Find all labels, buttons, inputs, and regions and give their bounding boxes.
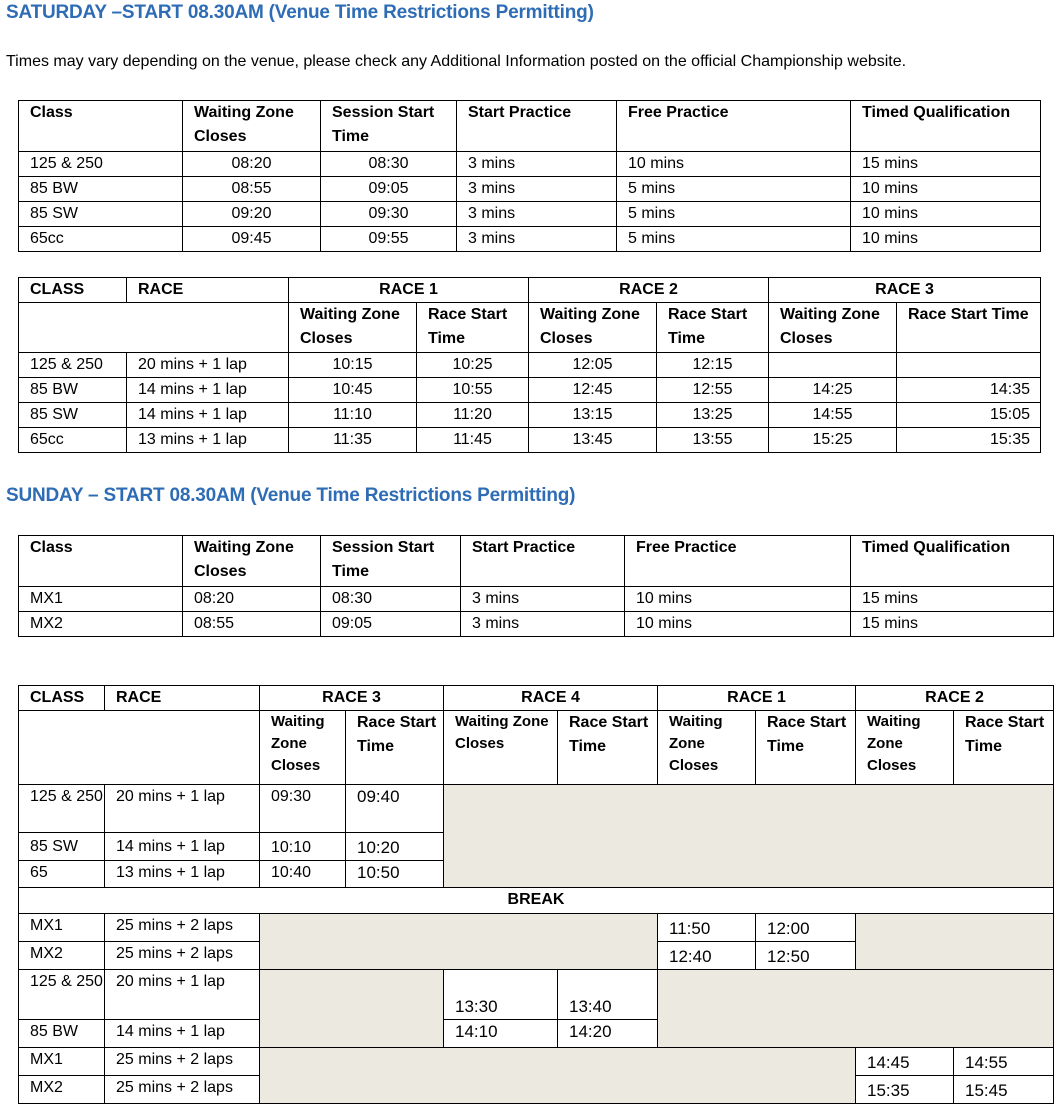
break-row: BREAK xyxy=(19,888,1054,914)
sat-practice-header-free-practice: Free Practice xyxy=(617,101,851,152)
sun-races-header-race2: RACE 2 xyxy=(856,686,1054,711)
table-row xyxy=(19,587,1054,612)
sun-race2-waiting-header: Waiting Zone Closes xyxy=(856,711,954,785)
cell: 85 SW xyxy=(19,403,127,428)
cell: 15 mins xyxy=(851,612,1054,637)
sat-race1-start-header: Race Start Time xyxy=(417,303,529,353)
cell: 14 mins + 1 lap xyxy=(127,378,289,403)
sat-practice-header-start-practice: Start Practice xyxy=(457,101,617,152)
table-row xyxy=(19,152,1041,177)
venue-times-note: Times may vary depending on the venue, please check any Additional Information posted on the official Championship website. xyxy=(6,53,907,70)
cell: 10 mins xyxy=(851,177,1041,202)
cell: 08:30 xyxy=(321,587,461,612)
sat-practice-header-session: Session Start Time xyxy=(321,101,457,152)
cell: 13 mins + 1 lap xyxy=(105,861,260,888)
shaded-cell xyxy=(658,970,1054,1048)
cell xyxy=(897,353,1041,378)
sun-practice-header-free-practice: Free Practice xyxy=(625,536,851,587)
cell: 11:10 xyxy=(289,403,417,428)
cell: 09:20 xyxy=(183,202,321,227)
cell: 11:45 xyxy=(417,428,529,453)
cell: 08:30 xyxy=(321,152,457,177)
cell: 10:15 xyxy=(289,353,417,378)
sat-race2-start-header: Race Start Time xyxy=(657,303,769,353)
sun-practice-header-timed-qualification: Timed Qualification xyxy=(851,536,1054,587)
table-row xyxy=(19,353,1041,378)
sat-practice-header-timed-qualification: Timed Qualification xyxy=(851,101,1041,152)
cell: 13:45 xyxy=(529,428,657,453)
cell: 14:25 xyxy=(769,378,897,403)
cell: 12:40 xyxy=(658,942,756,970)
table-row xyxy=(19,914,1054,942)
cell: 20 mins + 1 lap xyxy=(105,970,260,1020)
cell: 15:35 xyxy=(897,428,1041,453)
table-row xyxy=(19,612,1054,637)
sat-practice-header-waiting: Waiting Zone Closes xyxy=(183,101,321,152)
table-row xyxy=(19,428,1041,453)
saturday-races-table xyxy=(18,277,1041,453)
sun-race1-start-header: Race Start Time xyxy=(756,711,856,785)
cell: 15:35 xyxy=(856,1076,954,1104)
sat-races-header-race2: RACE 2 xyxy=(529,278,769,303)
cell: 3 mins xyxy=(457,177,617,202)
sat-races-header-race: RACE xyxy=(127,278,289,303)
shaded-cell xyxy=(856,914,1054,970)
sun-races-header-class: CLASS xyxy=(19,686,105,711)
sat-races-header-race3: RACE 3 xyxy=(769,278,1041,303)
blank-cell xyxy=(19,711,260,785)
cell: MX1 xyxy=(19,914,105,942)
cell: 08:55 xyxy=(183,612,321,637)
cell: 13 mins + 1 lap xyxy=(127,428,289,453)
cell: 12:00 xyxy=(756,914,856,942)
cell: 25 mins + 2 laps xyxy=(105,914,260,942)
sun-race1-waiting-header: Waiting Zone Closes xyxy=(658,711,756,785)
table-row xyxy=(19,888,1054,914)
cell: 25 mins + 2 laps xyxy=(105,1048,260,1076)
cell: 3 mins xyxy=(457,152,617,177)
cell: 12:15 xyxy=(657,353,769,378)
cell: MX1 xyxy=(19,587,183,612)
saturday-practice-table xyxy=(18,100,1041,252)
sunday-practice-table xyxy=(18,535,1054,637)
cell: 12:50 xyxy=(756,942,856,970)
cell: 14:55 xyxy=(954,1048,1054,1076)
cell: 15:25 xyxy=(769,428,897,453)
cell: 10:45 xyxy=(289,378,417,403)
cell: 85 BW xyxy=(19,177,183,202)
cell: 14:20 xyxy=(558,1020,658,1048)
sat-race3-start-header: Race Start Time xyxy=(897,303,1041,353)
cell: MX2 xyxy=(19,942,105,970)
cell: 15:05 xyxy=(897,403,1041,428)
sun-races-header-race3: RACE 3 xyxy=(260,686,444,711)
cell: 125 & 250 xyxy=(19,970,105,1020)
cell: MX2 xyxy=(19,612,183,637)
cell: 14:55 xyxy=(769,403,897,428)
cell: 25 mins + 2 laps xyxy=(105,942,260,970)
sun-practice-header-session: Session Start Time xyxy=(321,536,461,587)
sat-practice-header-class: Class xyxy=(19,101,183,152)
cell: MX2 xyxy=(19,1076,105,1104)
cell: 14 mins + 1 lap xyxy=(105,833,260,861)
cell: 3 mins xyxy=(457,227,617,252)
sun-races-header-race1: RACE 1 xyxy=(658,686,856,711)
sun-races-header-race: RACE xyxy=(105,686,260,711)
sat-race1-waiting-header: Waiting Zone Closes xyxy=(289,303,417,353)
cell: MX1 xyxy=(19,1048,105,1076)
cell: 10 mins xyxy=(625,612,851,637)
cell: 85 BW xyxy=(19,378,127,403)
cell: 15 mins xyxy=(851,587,1054,612)
cell: 11:35 xyxy=(289,428,417,453)
cell: 125 & 250 xyxy=(19,152,183,177)
cell: 13:55 xyxy=(657,428,769,453)
cell: 10 mins xyxy=(625,587,851,612)
cell: 08:20 xyxy=(183,587,321,612)
cell: 09:30 xyxy=(321,202,457,227)
cell: 09:40 xyxy=(346,785,444,833)
blank-cell xyxy=(19,303,289,353)
cell: 14:35 xyxy=(897,378,1041,403)
cell: 13:30 xyxy=(444,970,558,1020)
table-row xyxy=(19,970,1054,1020)
cell: 125 & 250 xyxy=(19,353,127,378)
cell: 12:45 xyxy=(529,378,657,403)
table-row xyxy=(19,403,1041,428)
cell: 10 mins xyxy=(617,152,851,177)
table-row xyxy=(19,785,1054,833)
cell: 85 BW xyxy=(19,1020,105,1048)
cell: 09:55 xyxy=(321,227,457,252)
cell: 10:25 xyxy=(417,353,529,378)
cell: 20 mins + 1 lap xyxy=(105,785,260,833)
cell: 65 xyxy=(19,861,105,888)
table-row xyxy=(19,177,1041,202)
cell: 11:20 xyxy=(417,403,529,428)
cell: 13:40 xyxy=(558,970,658,1020)
sun-races-header-race4: RACE 4 xyxy=(444,686,658,711)
sun-practice-header-waiting: Waiting Zone Closes xyxy=(183,536,321,587)
cell: 15 mins xyxy=(851,152,1041,177)
table-row xyxy=(19,1048,1054,1076)
sun-practice-header-class: Class xyxy=(19,536,183,587)
cell: 5 mins xyxy=(617,227,851,252)
cell: 09:05 xyxy=(321,177,457,202)
cell: 12:05 xyxy=(529,353,657,378)
cell: 09:05 xyxy=(321,612,461,637)
cell: 14:45 xyxy=(856,1048,954,1076)
table-row xyxy=(19,202,1041,227)
cell: 3 mins xyxy=(457,202,617,227)
cell: 25 mins + 2 laps xyxy=(105,1076,260,1104)
cell: 08:55 xyxy=(183,177,321,202)
cell: 10:10 xyxy=(260,833,346,861)
cell: 10:20 xyxy=(346,833,444,861)
cell: 65cc xyxy=(19,428,127,453)
cell: 3 mins xyxy=(461,612,625,637)
sun-race3-waiting-header: Waiting Zone Closes xyxy=(260,711,346,785)
sun-race4-start-header: Race Start Time xyxy=(558,711,658,785)
sunday-heading: SUNDAY – START 08.30AM (Venue Time Restrictions Permitting) xyxy=(6,485,576,506)
sun-race2-start-header: Race Start Time xyxy=(954,711,1054,785)
cell: 15:45 xyxy=(954,1076,1054,1104)
cell: 14 mins + 1 lap xyxy=(127,403,289,428)
sun-race3-start-header: Race Start Time xyxy=(346,711,444,785)
cell: 11:50 xyxy=(658,914,756,942)
saturday-heading: SATURDAY –START 08.30AM (Venue Time Restrictions Permitting) xyxy=(6,2,594,23)
cell: 13:15 xyxy=(529,403,657,428)
sunday-races-table xyxy=(18,685,1054,1104)
shaded-cell xyxy=(260,1048,856,1104)
sat-race2-waiting-header: Waiting Zone Closes xyxy=(529,303,657,353)
cell: 14:10 xyxy=(444,1020,558,1048)
cell xyxy=(769,353,897,378)
cell: 20 mins + 1 lap xyxy=(127,353,289,378)
cell: 14 mins + 1 lap xyxy=(105,1020,260,1048)
table-row xyxy=(19,378,1041,403)
cell: 65cc xyxy=(19,227,183,252)
cell: 10 mins xyxy=(851,202,1041,227)
shaded-cell xyxy=(260,914,658,970)
cell: 3 mins xyxy=(461,587,625,612)
cell: 5 mins xyxy=(617,177,851,202)
cell: 125 & 250 xyxy=(19,785,105,833)
sat-race3-waiting-header: Waiting Zone Closes xyxy=(769,303,897,353)
cell: 09:30 xyxy=(260,785,346,833)
sun-race4-waiting-header: Waiting Zone Closes xyxy=(444,711,558,785)
cell: 10:50 xyxy=(346,861,444,888)
cell: 13:25 xyxy=(657,403,769,428)
cell: 85 SW xyxy=(19,202,183,227)
sat-races-header-class: CLASS xyxy=(19,278,127,303)
cell: 12:55 xyxy=(657,378,769,403)
shaded-cell xyxy=(260,970,444,1048)
cell: 10:40 xyxy=(260,861,346,888)
sun-practice-header-start-practice: Start Practice xyxy=(461,536,625,587)
cell: 5 mins xyxy=(617,202,851,227)
shaded-cell xyxy=(444,785,1054,888)
cell: 10 mins xyxy=(851,227,1041,252)
cell: 10:55 xyxy=(417,378,529,403)
cell: 08:20 xyxy=(183,152,321,177)
sat-races-header-race1: RACE 1 xyxy=(289,278,529,303)
cell: 09:45 xyxy=(183,227,321,252)
cell: 85 SW xyxy=(19,833,105,861)
table-row xyxy=(19,227,1041,252)
